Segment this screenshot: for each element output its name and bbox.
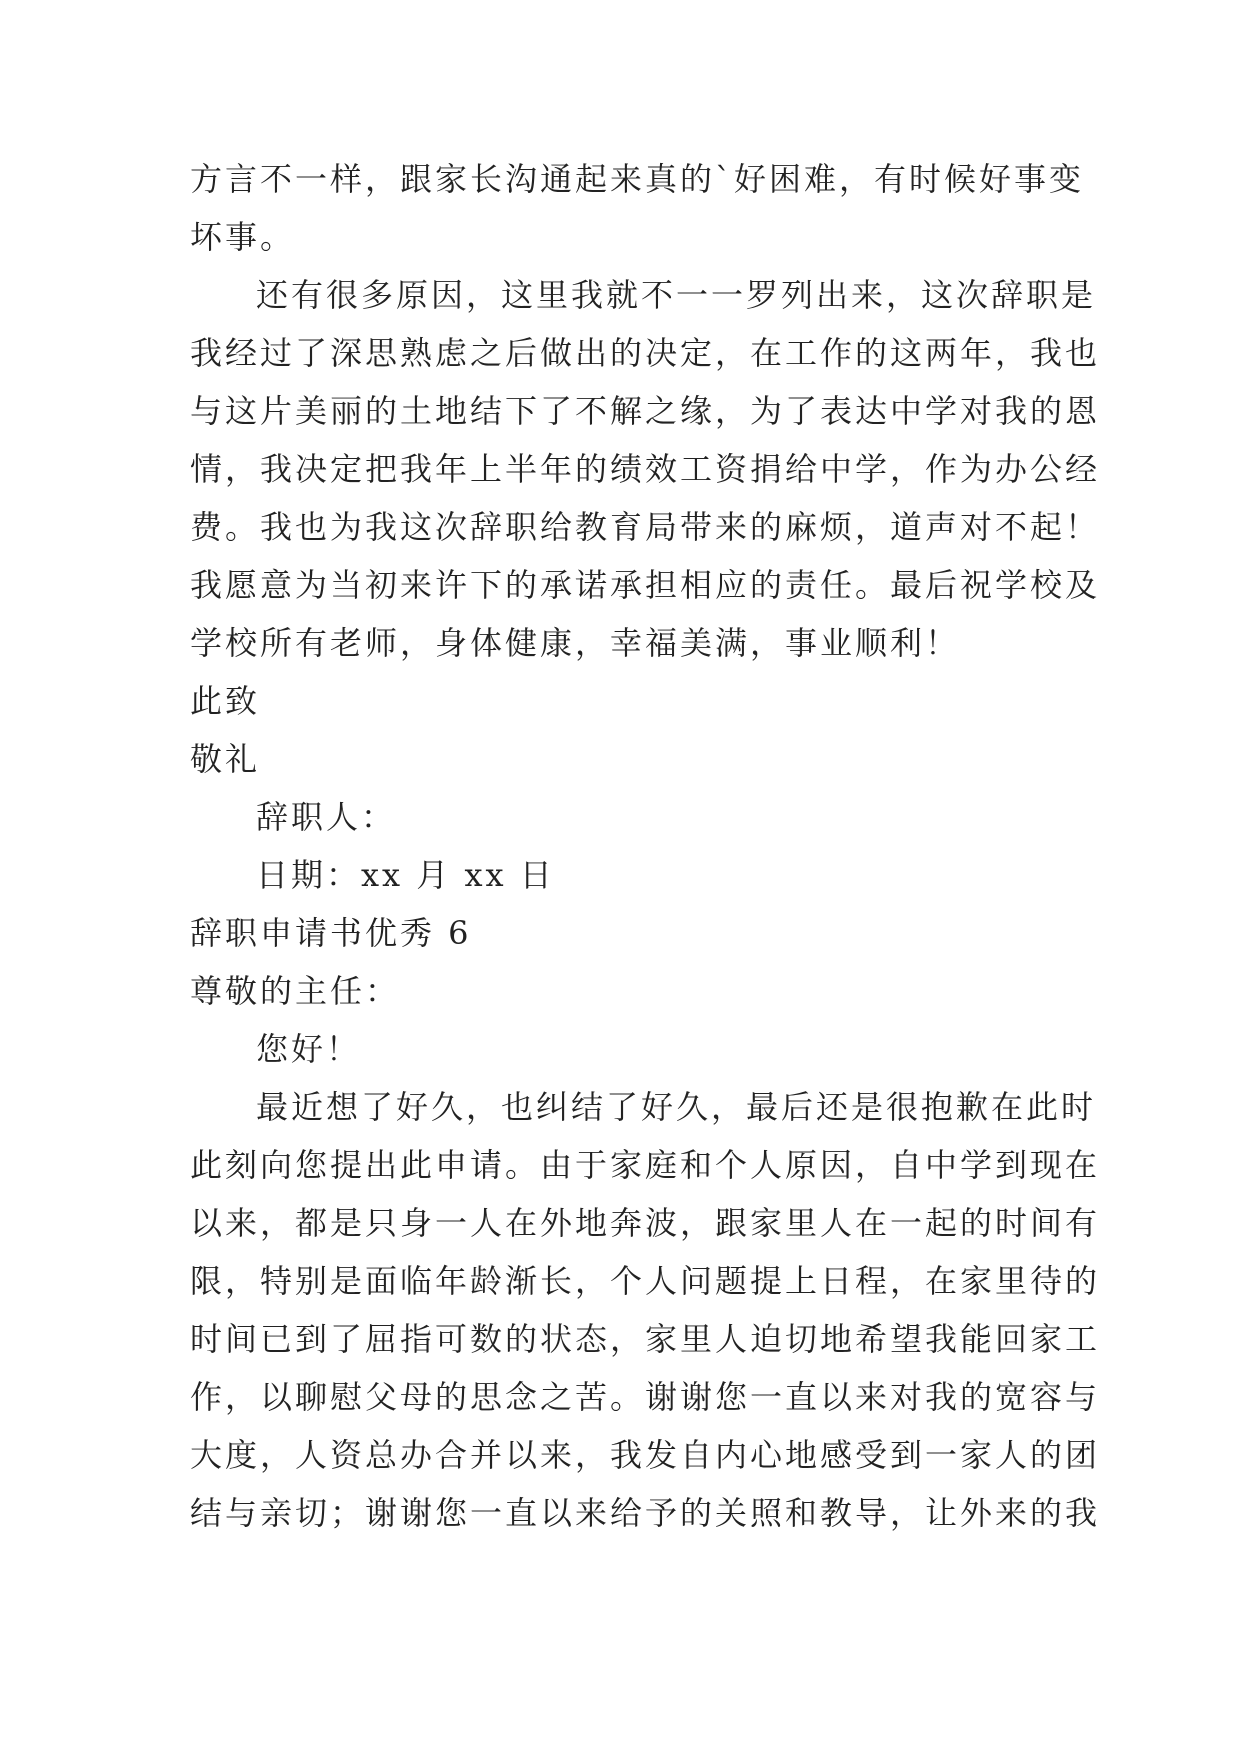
text-line: 方言不一样，跟家长沟通起来真的`好困难，有时候好事变 bbox=[190, 160, 1085, 198]
closing-regards: 敬礼 bbox=[190, 740, 261, 778]
closing-salutation: 此致 bbox=[190, 682, 261, 720]
text-line: 情，我决定把我年上半年的绩效工资捐给中学，作为办公经 bbox=[190, 450, 1101, 488]
date-line: 日期：xx 月 xx 日 bbox=[256, 856, 555, 894]
text-line: 与这片美丽的土地结下了不解之缘，为了表达中学对我的恩 bbox=[190, 392, 1101, 430]
text-line: 结与亲切；谢谢您一直以来给予的关照和教导，让外来的我 bbox=[190, 1494, 1101, 1532]
text-line: 最近想了好久，也纠结了好久，最后还是很抱歉在此时 bbox=[256, 1088, 1097, 1126]
signature-line: 辞职人： bbox=[256, 798, 397, 836]
section-title: 辞职申请书优秀 6 bbox=[190, 914, 472, 952]
text-line: 以来，都是只身一人在外地奔波，跟家里人在一起的时间有 bbox=[190, 1204, 1101, 1242]
greeting-recipient: 尊敬的主任： bbox=[190, 972, 401, 1010]
text-line: 此刻向您提出此申请。由于家庭和个人原因，自中学到现在 bbox=[190, 1146, 1101, 1184]
text-line: 坏事。 bbox=[190, 218, 296, 256]
text-line: 费。我也为我这次辞职给教育局带来的麻烦，道声对不起！ bbox=[190, 508, 1101, 546]
text-line: 我愿意为当初来许下的承诺承担相应的责任。最后祝学校及 bbox=[190, 566, 1101, 604]
text-line: 大度，人资总办合并以来，我发自内心地感受到一家人的团 bbox=[190, 1436, 1101, 1474]
letter-body bbox=[190, 150, 1101, 1542]
text-line: 作，以聊慰父母的思念之苦。谢谢您一直以来对我的宽容与 bbox=[190, 1378, 1101, 1416]
text-line: 还有很多原因，这里我就不一一罗列出来，这次辞职是 bbox=[256, 276, 1097, 314]
text-line: 时间已到了屈指可数的状态，家里人迫切地希望我能回家工 bbox=[190, 1320, 1101, 1358]
text-line: 我经过了深思熟虑之后做出的决定，在工作的这两年，我也 bbox=[190, 334, 1101, 372]
text-line: 学校所有老师，身体健康，幸福美满，事业顺利！ bbox=[190, 624, 961, 662]
greeting: 您好！ bbox=[256, 1030, 362, 1068]
text-line: 限，特别是面临年龄渐长，个人问题提上日程，在家里待的 bbox=[190, 1262, 1101, 1300]
